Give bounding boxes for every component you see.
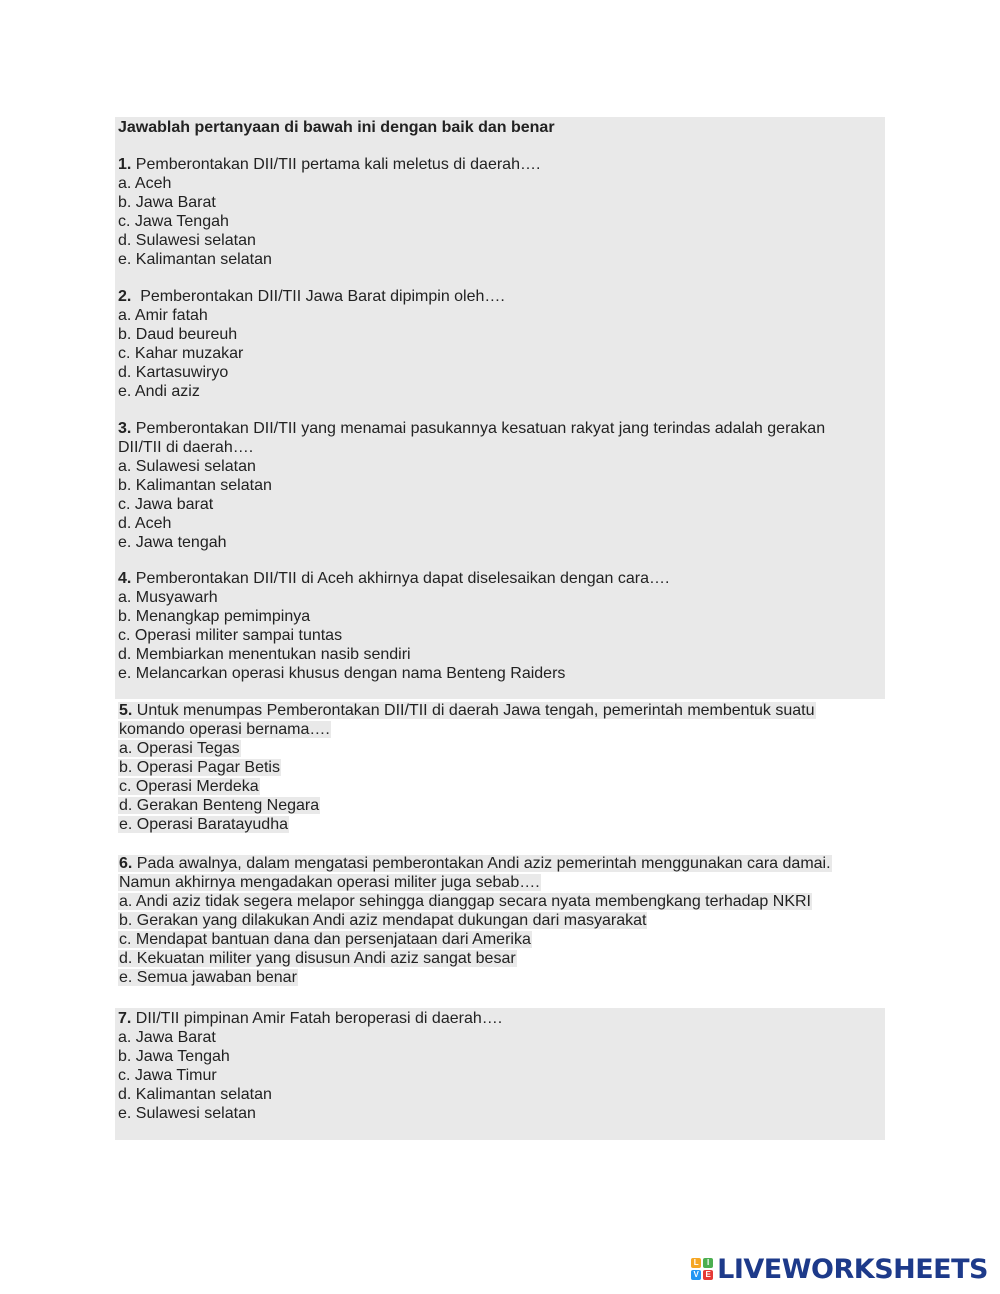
logo-letter: I [703,1258,713,1268]
question-2: 2. Pemberontakan DII/TII Jawa Barat dipimpin oleh…. [118,288,505,305]
option[interactable]: e. Operasi Baratayudha [119,816,288,833]
option[interactable]: a. Aceh [118,175,172,192]
question-3: 3. Pemberontakan DII/TII yang menamai pasukannya kesatuan rakyat jang terindas adalah gerakan [118,420,826,437]
logo-text: LIVEWORKSHEETS [717,1253,988,1285]
option[interactable]: b. Daud beureuh [118,326,238,343]
option[interactable]: b. Jawa Barat [118,194,216,211]
option[interactable]: a. Andi aziz tidak segera melapor sehingga dianggap secara nyata membengkang terhadap NKRI [119,893,811,910]
question-5: 5. Untuk menumpas Pemberontakan DII/TII di daerah Jawa tengah, pemerintah membentuk suatu [119,702,815,719]
option[interactable]: c. Jawa Tengah [118,213,229,230]
question-4: 4. Pemberontakan DII/TII di Aceh akhirnya dapat diselesaikan dengan cara…. [118,570,670,587]
logo-grid-icon [691,1258,713,1280]
logo-letter: L [691,1258,701,1268]
logo-letter: V [691,1270,701,1280]
option[interactable]: c. Operasi militer sampai tuntas [118,627,343,644]
option[interactable]: e. Melancarkan operasi khusus dengan nama Benteng Raiders [118,665,566,682]
option[interactable]: a. Amir fatah [118,307,208,324]
option[interactable]: a. Musyawarh [118,589,218,606]
instruction-heading: Jawablah pertanyaan di bawah ini dengan baik dan benar [118,119,555,136]
option[interactable]: a. Jawa Barat [118,1029,216,1046]
option[interactable]: c. Kahar muzakar [118,345,244,362]
option[interactable]: b. Operasi Pagar Betis [119,759,280,776]
option[interactable]: b. Jawa Tengah [118,1048,230,1065]
question-7: 7. DII/TII pimpinan Amir Fatah beroperasi di daerah…. [118,1010,503,1027]
option[interactable]: d. Kartasuwiryo [118,364,229,381]
question-3-continuation: DII/TII di daerah…. [118,439,254,456]
option[interactable]: b. Gerakan yang dilakukan Andi aziz mendapat dukungan dari masyarakat [119,912,647,929]
option[interactable]: a. Operasi Tegas [119,740,240,757]
option[interactable]: c. Mendapat bantuan dana dan persenjataan dari Amerika [119,931,531,948]
option[interactable]: e. Jawa tengah [118,534,227,551]
option[interactable]: d. Kalimantan selatan [118,1086,272,1103]
liveworksheets-logo [691,1252,988,1286]
option[interactable]: d. Sulawesi selatan [118,232,256,249]
option[interactable]: a. Sulawesi selatan [118,458,256,475]
option[interactable]: b. Menangkap pemimpinya [118,608,311,625]
option[interactable]: c. Jawa Timur [118,1067,217,1084]
option[interactable]: d. Aceh [118,515,172,532]
option[interactable]: c. Operasi Merdeka [119,778,259,795]
option[interactable]: e. Kalimantan selatan [118,251,272,268]
question-5-continuation: komando operasi bernama…. [119,721,330,738]
question-6-continuation: Namun akhirnya mengadakan operasi militer juga sebab…. [119,874,540,891]
option[interactable]: e. Sulawesi selatan [118,1105,256,1122]
option[interactable]: e. Andi aziz [118,383,200,400]
option[interactable]: d. Kekuatan militer yang disusun Andi aziz sangat besar [119,950,516,967]
option[interactable]: b. Kalimantan selatan [118,477,272,494]
option[interactable]: e. Semua jawaban benar [119,969,297,986]
option[interactable]: c. Jawa barat [118,496,214,513]
question-1: 1. Pemberontakan DII/TII pertama kali meletus di daerah…. [118,156,541,173]
question-6: 6. Pada awalnya, dalam mengatasi pemberontakan Andi aziz pemerintah menggunakan cara damai. [119,855,831,872]
option[interactable]: d. Membiarkan menentukan nasib sendiri [118,646,411,663]
logo-letter: E [703,1270,713,1280]
option[interactable]: d. Gerakan Benteng Negara [119,797,320,814]
